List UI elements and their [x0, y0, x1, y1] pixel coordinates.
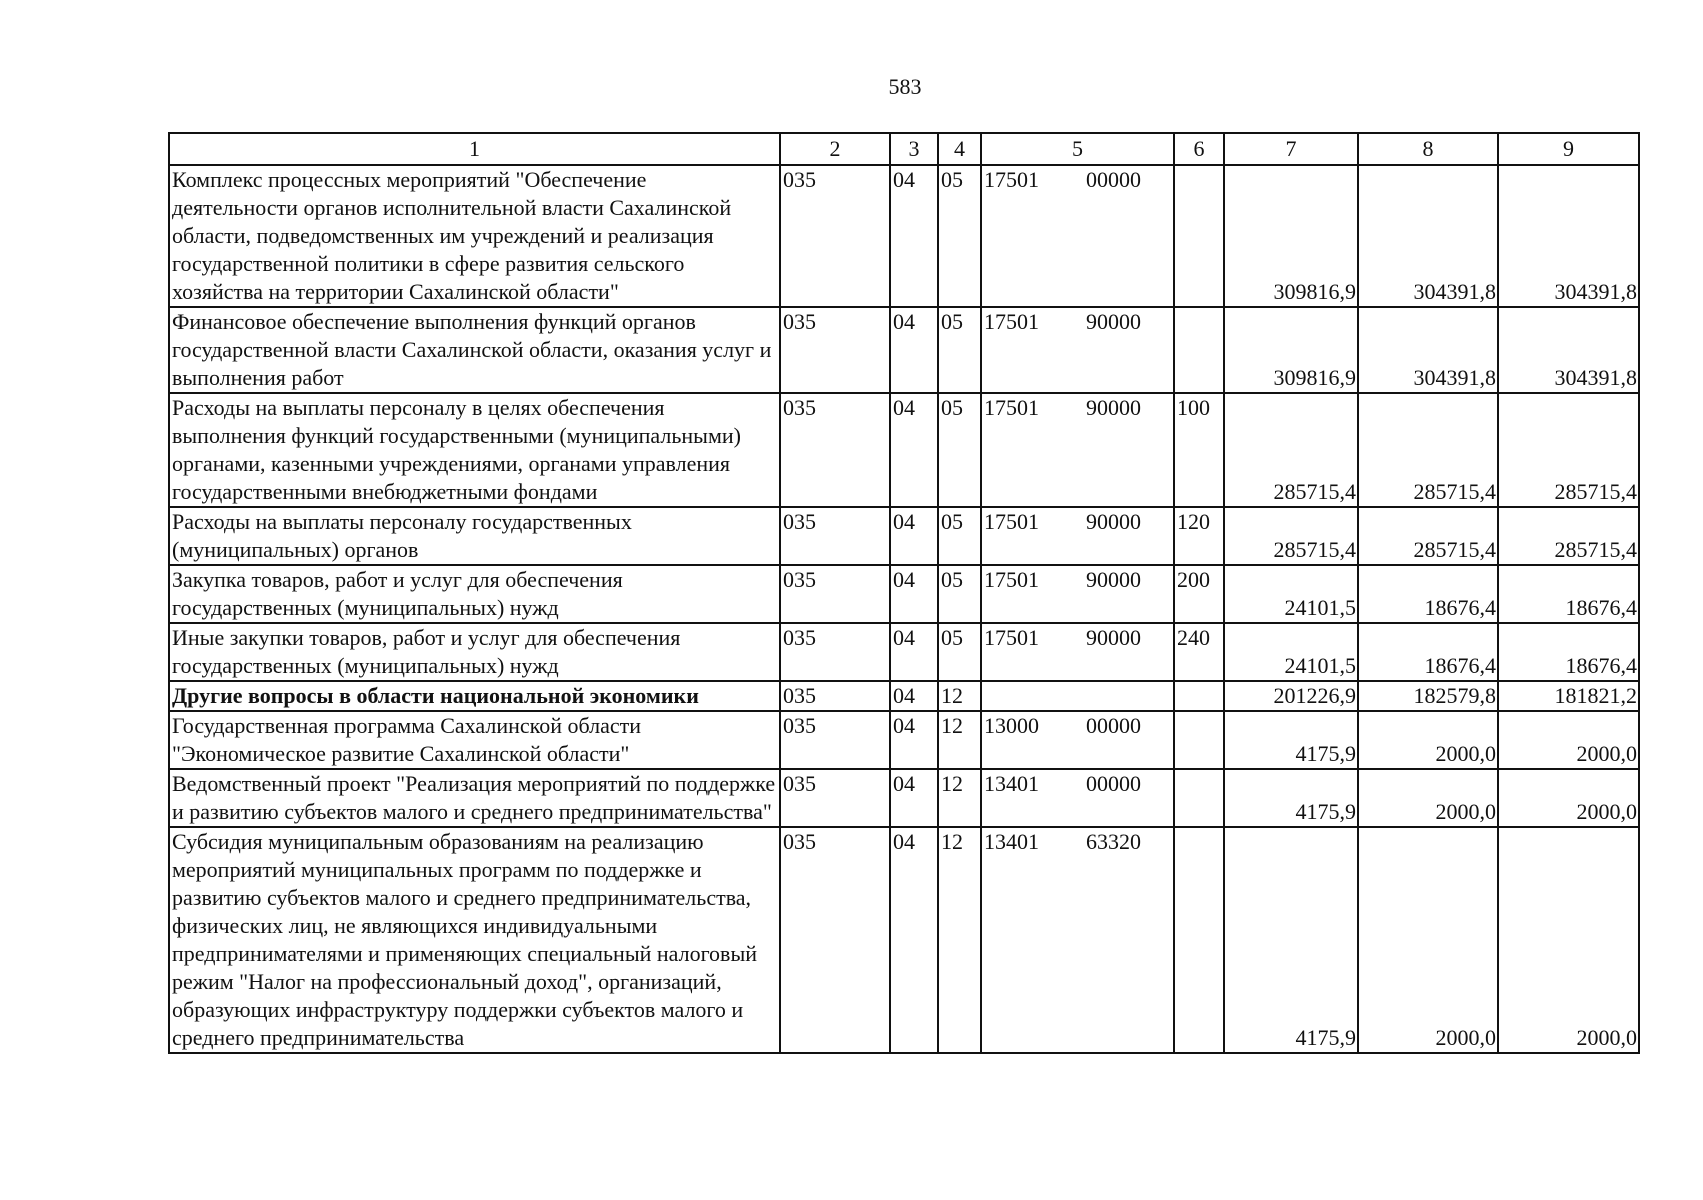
- amount-year-3-cell: 2000,0: [1498, 827, 1639, 1053]
- ministry-code-cell: 035: [780, 623, 890, 681]
- column-header: 4: [938, 133, 981, 165]
- subsection-code-cell: 05: [938, 623, 981, 681]
- target-article-part-1: 13401: [984, 829, 1039, 854]
- amount-year-1-cell: 24101,5: [1224, 565, 1358, 623]
- expense-type-cell: 120: [1174, 507, 1224, 565]
- amount-year-1-cell: 4175,9: [1224, 769, 1358, 827]
- budget-table: [168, 132, 1640, 1054]
- table-row: [169, 565, 1639, 623]
- amount-year-1-cell: 285715,4: [1224, 507, 1358, 565]
- amount-year-2-cell: 304391,8: [1358, 307, 1498, 393]
- table-row: [169, 507, 1639, 565]
- amount-year-3-cell: 304391,8: [1498, 165, 1639, 307]
- table-row: [169, 307, 1639, 393]
- row-name-cell: Закупка товаров, работ и услуг для обеспечения государственных (муниципальных) нужд: [169, 565, 780, 623]
- target-article-cell: [981, 681, 1174, 711]
- subsection-code-cell: 05: [938, 307, 981, 393]
- target-article-cell: [981, 507, 1174, 565]
- table-row: [169, 393, 1639, 507]
- subsection-code-cell: 05: [938, 565, 981, 623]
- row-name-cell: Ведомственный проект "Реализация мероприятий по поддержке и развитию субъектов малого и среднего предпринимательства": [169, 769, 780, 827]
- target-article-cell: [981, 565, 1174, 623]
- column-header: 3: [890, 133, 938, 165]
- target-article-part-2: 00000: [1086, 771, 1141, 796]
- row-name-cell: Иные закупки товаров, работ и услуг для обеспечения государственных (муниципальных) нужд: [169, 623, 780, 681]
- table-row: [169, 623, 1639, 681]
- target-article-part-2: 90000: [1086, 567, 1141, 592]
- table-row: [169, 711, 1639, 769]
- row-name-cell: Государственная программа Сахалинской области "Экономическое развитие Сахалинской области": [169, 711, 780, 769]
- target-article-cell: [981, 165, 1174, 307]
- amount-year-3-cell: 18676,4: [1498, 565, 1639, 623]
- subsection-code-cell: 12: [938, 711, 981, 769]
- row-name-cell: Другие вопросы в области национальной экономики: [169, 681, 780, 711]
- target-article-cell: [981, 307, 1174, 393]
- amount-year-2-cell: 2000,0: [1358, 769, 1498, 827]
- section-code-cell: 04: [890, 393, 938, 507]
- expense-type-cell: [1174, 827, 1224, 1053]
- target-article-part-1: 17501: [984, 167, 1039, 192]
- section-code-cell: 04: [890, 623, 938, 681]
- target-article-cell: [981, 827, 1174, 1053]
- subsection-code-cell: 12: [938, 827, 981, 1053]
- target-article-part-2: 63320: [1086, 829, 1141, 854]
- section-code-cell: 04: [890, 681, 938, 711]
- column-header: 2: [780, 133, 890, 165]
- column-header: 8: [1358, 133, 1498, 165]
- amount-year-3-cell: 304391,8: [1498, 307, 1639, 393]
- amount-year-1-cell: 24101,5: [1224, 623, 1358, 681]
- column-header: 7: [1224, 133, 1358, 165]
- ministry-code-cell: 035: [780, 165, 890, 307]
- target-article-cell: [981, 623, 1174, 681]
- amount-year-2-cell: 18676,4: [1358, 565, 1498, 623]
- column-header: 9: [1498, 133, 1639, 165]
- amount-year-2-cell: 285715,4: [1358, 393, 1498, 507]
- column-header: 1: [169, 133, 780, 165]
- section-code-cell: 04: [890, 565, 938, 623]
- ministry-code-cell: 035: [780, 827, 890, 1053]
- amount-year-3-cell: 285715,4: [1498, 393, 1639, 507]
- target-article-part-2: 90000: [1086, 309, 1141, 334]
- amount-year-3-cell: 18676,4: [1498, 623, 1639, 681]
- table-row: [169, 827, 1639, 1053]
- target-article-cell: [981, 393, 1174, 507]
- expense-type-cell: [1174, 307, 1224, 393]
- section-code-cell: 04: [890, 769, 938, 827]
- expense-type-cell: [1174, 711, 1224, 769]
- row-name-cell: Комплекс процессных мероприятий "Обеспечение деятельности органов исполнительной власти Сахалинской области, подведомственных им учреждений и реализация государственной политики в сфере развития сельского хозяйства на территории Сахалинской области": [169, 165, 780, 307]
- ministry-code-cell: 035: [780, 711, 890, 769]
- subsection-code-cell: 05: [938, 393, 981, 507]
- amount-year-2-cell: 285715,4: [1358, 507, 1498, 565]
- table-row: [169, 769, 1639, 827]
- subsection-code-cell: 05: [938, 507, 981, 565]
- amount-year-2-cell: 18676,4: [1358, 623, 1498, 681]
- expense-type-cell: [1174, 681, 1224, 711]
- amount-year-2-cell: 304391,8: [1358, 165, 1498, 307]
- ministry-code-cell: 035: [780, 769, 890, 827]
- subsection-code-cell: 12: [938, 769, 981, 827]
- table-row: [169, 165, 1639, 307]
- target-article-part-1: 17501: [984, 625, 1039, 650]
- row-name-cell: Расходы на выплаты персоналу в целях обеспечения выполнения функций государственными (муниципальными) органами, казенными учреждениями, органами управления государственными внебюджетными фондами: [169, 393, 780, 507]
- target-article-part-1: 17501: [984, 395, 1039, 420]
- amount-year-3-cell: 285715,4: [1498, 507, 1639, 565]
- section-code-cell: 04: [890, 827, 938, 1053]
- target-article-part-2: 00000: [1086, 167, 1141, 192]
- expense-type-cell: [1174, 769, 1224, 827]
- target-article-part-1: 17501: [984, 567, 1039, 592]
- expense-type-cell: 100: [1174, 393, 1224, 507]
- target-article-part-2: 00000: [1086, 713, 1141, 738]
- amount-year-1-cell: 4175,9: [1224, 711, 1358, 769]
- target-article-part-1: 17501: [984, 309, 1039, 334]
- expense-type-cell: [1174, 165, 1224, 307]
- section-code-cell: 04: [890, 307, 938, 393]
- page-number: 583: [888, 74, 922, 99]
- ministry-code-cell: 035: [780, 565, 890, 623]
- row-name-cell: Финансовое обеспечение выполнения функций органов государственной власти Сахалинской области, оказания услуг и выполнения работ: [169, 307, 780, 393]
- amount-year-2-cell: 182579,8: [1358, 681, 1498, 711]
- ministry-code-cell: 035: [780, 393, 890, 507]
- target-article-cell: [981, 769, 1174, 827]
- target-article-part-1: 13401: [984, 771, 1039, 796]
- section-code-cell: 04: [890, 507, 938, 565]
- target-article-part-2: 90000: [1086, 509, 1141, 534]
- amount-year-1-cell: 309816,9: [1224, 307, 1358, 393]
- target-article-part-1: 17501: [984, 509, 1039, 534]
- column-header: 6: [1174, 133, 1224, 165]
- section-code-cell: 04: [890, 711, 938, 769]
- row-name-cell: Субсидия муниципальным образованиям на реализацию мероприятий муниципальных программ по поддержке и развитию субъектов малого и среднего предпринимательства, физических лиц, не являющихся индивидуальными предпринимателями и применяющих специальный налоговый режим "Налог на профессиональный доход", организаций, образующих инфраструктуру поддержки субъектов малого и среднего предпринимательства: [169, 827, 780, 1053]
- column-header: 5: [981, 133, 1174, 165]
- amount-year-1-cell: 201226,9: [1224, 681, 1358, 711]
- target-article-part-1: 13000: [984, 713, 1039, 738]
- ministry-code-cell: 035: [780, 681, 890, 711]
- ministry-code-cell: 035: [780, 307, 890, 393]
- expense-type-cell: 200: [1174, 565, 1224, 623]
- amount-year-2-cell: 2000,0: [1358, 827, 1498, 1053]
- expense-type-cell: 240: [1174, 623, 1224, 681]
- subsection-code-cell: 05: [938, 165, 981, 307]
- amount-year-3-cell: 181821,2: [1498, 681, 1639, 711]
- target-article-part-2: 90000: [1086, 395, 1141, 420]
- amount-year-1-cell: 309816,9: [1224, 165, 1358, 307]
- table-row: [169, 681, 1639, 711]
- ministry-code-cell: 035: [780, 507, 890, 565]
- target-article-part-2: 90000: [1086, 625, 1141, 650]
- row-name-cell: Расходы на выплаты персоналу государственных (муниципальных) органов: [169, 507, 780, 565]
- subsection-code-cell: 12: [938, 681, 981, 711]
- target-article-cell: [981, 711, 1174, 769]
- section-code-cell: 04: [890, 165, 938, 307]
- amount-year-2-cell: 2000,0: [1358, 711, 1498, 769]
- amount-year-3-cell: 2000,0: [1498, 769, 1639, 827]
- amount-year-1-cell: 4175,9: [1224, 827, 1358, 1053]
- amount-year-1-cell: 285715,4: [1224, 393, 1358, 507]
- table-header-row: [169, 133, 1639, 165]
- amount-year-3-cell: 2000,0: [1498, 711, 1639, 769]
